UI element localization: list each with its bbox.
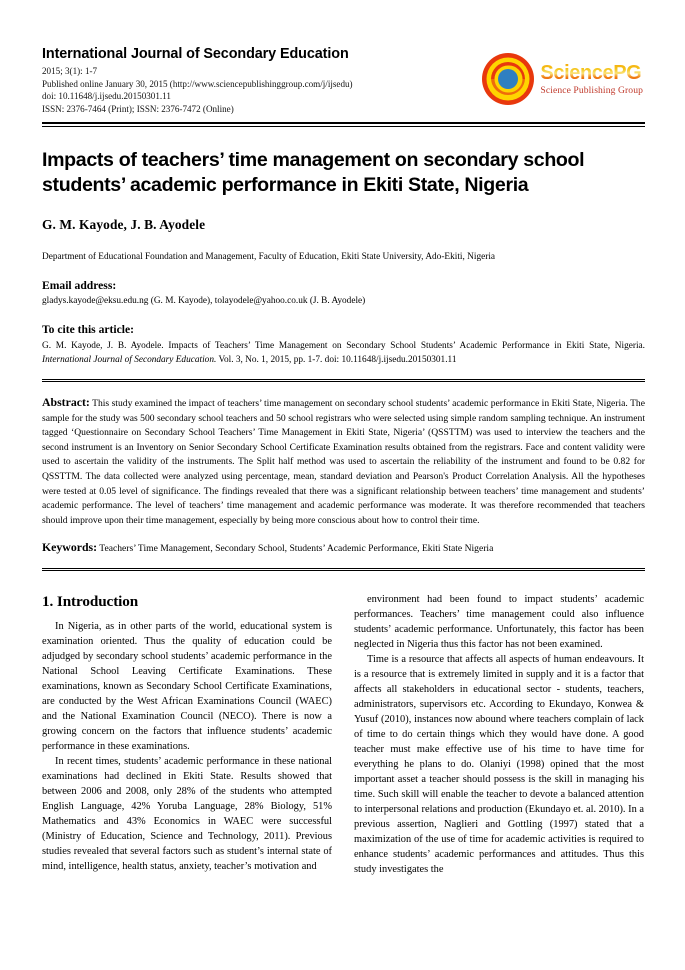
abstract-divider-top (42, 379, 645, 382)
affiliation: Department of Educational Foundation and Management, Faculty of Education, Ekiti State University, Ado-Ekiti, Nigeria (42, 252, 496, 263)
section-heading-introduction: 1. Introduction (42, 593, 139, 611)
doi-line: doi: 10.11648/j.ijsedu.20150301.11 (42, 91, 171, 102)
masthead-divider (42, 122, 645, 126)
citation-text (42, 339, 645, 368)
paragraph: In Nigeria, as in other parts of the world, educational system is examination oriented. Thus the quality of education could be adjudged by secondary school students’ academic performance in the National School Leaving Certificate Examinations. These examinations, known as Secondary School Certificate Examinations, are conducted by the West African Examinations Council (WAEC) and the National Examination Council (NECO). There is now a growing concern on the factors that influence students’ academic performance in these examinations. (42, 621, 332, 753)
logo-subtitle: Science Publishing Group (540, 84, 643, 96)
paragraph: environment had been found to impact students’ academic performances. Teachers’ time management could also influence students’ academic performance. Unfortunately, this factor has been neglected in Nigeria thus this factor has not been examined. (354, 594, 644, 651)
paragraph: Time is a resource that affects all aspects of human endeavours. It is a resource that is extremely limited in supply and it is a factor that affects all stakeholders in educational sector - students, teachers, administrators, supervisors etc. According to Ekundayo, Konwea & Yusuf (2010), instances now abound where teachers complain of lack of time to do certain things which they would have done. A good teacher must make effective use of his time to have time for everything he plans to do. Olaniyi (1998) opined that the most important asset a teacher should possess is the skill in managing his time. Such skill will enable the teacher to devote a balanced attention to interpersonal relations and production (Ekundayo et. al. 2010). In a previous assertion, Naglieri and Gottling (1997) stated that a maximization of the use of time for academic activities is required to enhance students’ academic performances and attitudes. Thus this study investigates the (354, 654, 644, 875)
column-right (354, 593, 644, 878)
masthead (42, 46, 645, 115)
page-title: Impacts of teachers’ time management on secondary school students’ academic performance in Ekiti State, Nigeria (42, 148, 585, 196)
abstract-text: This study examined the impact of teachers’ time management on secondary school students’ academic performance in Ekiti State, Nigeria. The sample for the study was 500 secondary school teachers and 50 school registrars who were selected using simple random sampling technique. An instrument tagged ‘Questionnaire on Secondary School Teachers’ Time Management in Ekiti State, Nigeria’ (QSSTTM) was used to interview the teachers and the second instrument is an Inventory on Senior Secondary School Certificate Examination results obtained from the registrars. Face and content validity were used to ascertain the validity of the instruments. The Split half method was used to ascertain the reliability of the instrument and found to be 0.82 for QSSTTM. The data collected were analyzed using percentage, mean, standard deviation and Pearson's Product Correlation Analysis. All the hypotheses were tested at 0.05 level of significance. The findings revealed that there was a significant relationship between teachers’ time management and students’ academic performance. The level of teachers’ time management and academic performance was moderate. It was therefore recommended that teachers should improve upon their time management, especially by being more conscious about how to control their time. (42, 397, 645, 526)
body-columns (42, 593, 645, 878)
citation-journal-name: International Journal of Secondary Education. (42, 355, 217, 366)
email-addresses: gladys.kayode@eksu.edu.ng (G. M. Kayode), tolayodele@yahoo.co.uk (J. B. Ayodele) (42, 295, 366, 306)
journal-title: International Journal of Secondary Education (42, 46, 349, 62)
masthead-text-block (42, 46, 481, 115)
abstract-block (42, 394, 645, 529)
citation-part-1: G. M. Kayode, J. B. Ayodele. Impacts of Teachers’ Time Management on Secondary School Students’ Academic Performance in Ekiti State, Nigeria. (42, 340, 645, 351)
citation-heading: To cite this article: (42, 322, 134, 336)
abstract-label: Abstract: (42, 394, 90, 409)
logo-wordmark: SciencePG (540, 61, 642, 84)
sciencepg-logo-icon (481, 52, 535, 106)
author-list: G. M. Kayode, J. B. Ayodele (42, 217, 206, 233)
paragraph: In recent times, students’ academic performance in these national examinations had declined in Ekiti State. Results showed that between 2006 and 2008, only 28% of the students who attempted English Language, 42% Yoruba Language, 28% Biology, 51% Mathematics and 43% Economics in WAEC were successful (Ministry of Education, Science and Technology, 2011). Previous studies revealed that several factors such as student’s internal state of mind, intelligence, health status, anxiety, teacher’s motivation and (42, 756, 332, 872)
citation-part-2: Vol. 3, No. 1, 2015, pp. 1-7. doi: 10.11648/j.ijsedu.20150301.11 (216, 355, 457, 366)
volume-line: 2015; 3(1): 1-7 (42, 66, 98, 77)
keywords-block (42, 539, 645, 557)
publisher-logo (481, 52, 645, 106)
issn-line: ISSN: 2376-7464 (Print); ISSN: 2376-7472 (Online) (42, 103, 234, 114)
column-left (42, 593, 332, 878)
email-heading: Email address: (42, 278, 117, 292)
published-online-line: Published online January 30, 2015 (http://www.sciencepublishinggroup.com/j/ijsedu) (42, 78, 353, 89)
keywords-label: Keywords: (42, 540, 98, 555)
abstract-divider-bottom (42, 568, 645, 571)
logo-text-block (540, 63, 643, 96)
keywords-text: Teachers’ Time Management, Secondary School, Students’ Academic Performance, Ekiti State Nigeria (97, 543, 494, 555)
